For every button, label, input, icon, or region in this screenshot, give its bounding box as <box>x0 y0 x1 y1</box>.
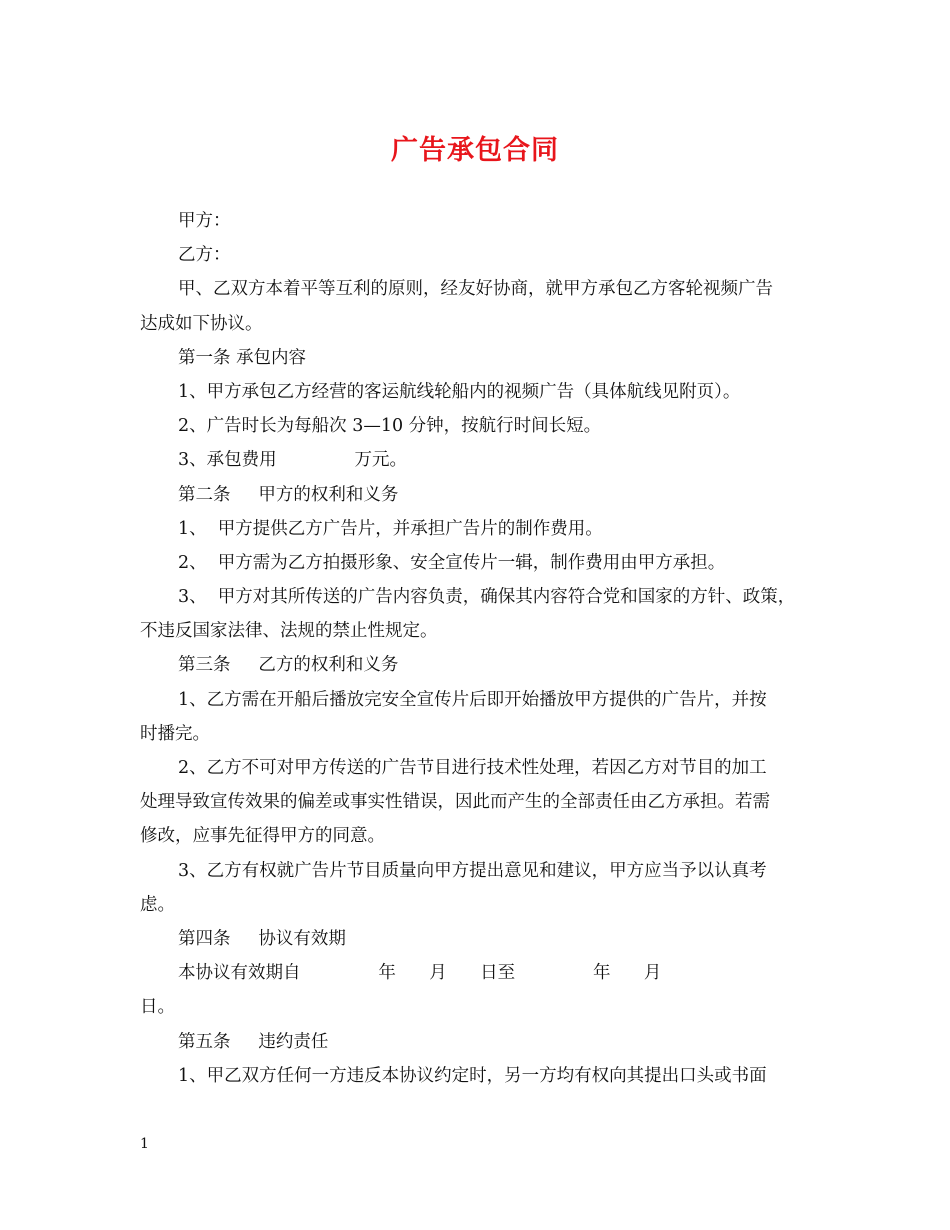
text-line: 2、乙方不可对甲方传送的广告节目进行技术性处理，若因乙方对节目的加工 <box>178 758 767 778</box>
text-line: 3、乙方有权就广告片节目质量向甲方提出意见和建议，甲方应当予以认真考 <box>178 860 767 881</box>
text-line: 第二条 甲方的权利和义务 <box>178 484 399 505</box>
text-line: 3、承包费用 万元。 <box>178 450 408 471</box>
text-line: 第四条 协议有效期 <box>178 928 346 949</box>
text-line: 虑。 <box>140 894 175 915</box>
text-line: 处理导致宣传效果的偏差或事实性错误，因此而产生的全部责任由乙方承担。若需 <box>140 792 770 813</box>
text-line: 修改，应事先征得甲方的同意。 <box>140 826 385 847</box>
text-line: 甲、乙双方本着平等互利的原则，经友好协商，就甲方承包乙方客轮视频广告 <box>178 279 773 300</box>
text-line: 第一条 承包内容 <box>178 347 307 368</box>
document-title: 广告承包合同 <box>391 135 559 166</box>
text-line: 本协议有效期自 年 月 日至 年 月 <box>178 963 662 984</box>
page-number: 1 <box>140 1136 149 1152</box>
text-line: 甲方： <box>178 211 231 231</box>
text-line: 1、乙方需在开船后播放完安全宣传片后即开始播放甲方提供的广告片，并按 <box>178 689 767 710</box>
text-line: 时播完。 <box>140 723 210 744</box>
text-line: 第三条 乙方的权利和义务 <box>178 655 399 676</box>
text-line: 1、甲方承包乙方经营的客运航线轮船内的视频广告（具体航线见附页）。 <box>178 381 741 402</box>
text-line: 不违反国家法律、法规的禁止性规定。 <box>140 621 438 642</box>
text-line: 第五条 违约责任 <box>178 1031 329 1052</box>
text-line: 1、 甲方提供乙方广告片，并承担广告片的制作费用。 <box>178 518 603 539</box>
text-line: 1、甲乙双方任何一方违反本协议约定时，另一方均有权向其提出口头或书面 <box>178 1065 767 1086</box>
text-line: 2、 甲方需为乙方拍摄形象、安全宣传片一辑，制作费用由甲方承担。 <box>178 552 726 573</box>
text-line: 3、 甲方对其所传送的广告内容负责，确保其内容符合党和国家的方针、政策， <box>178 587 796 608</box>
document-body <box>140 204 812 1093</box>
text-line: 2、广告时长为每船次 3—10 分钟，按航行时间长短。 <box>178 416 602 437</box>
text-line: 达成如下协议。 <box>140 313 263 334</box>
text-line: 日。 <box>140 997 175 1018</box>
text-line: 乙方： <box>178 245 231 266</box>
